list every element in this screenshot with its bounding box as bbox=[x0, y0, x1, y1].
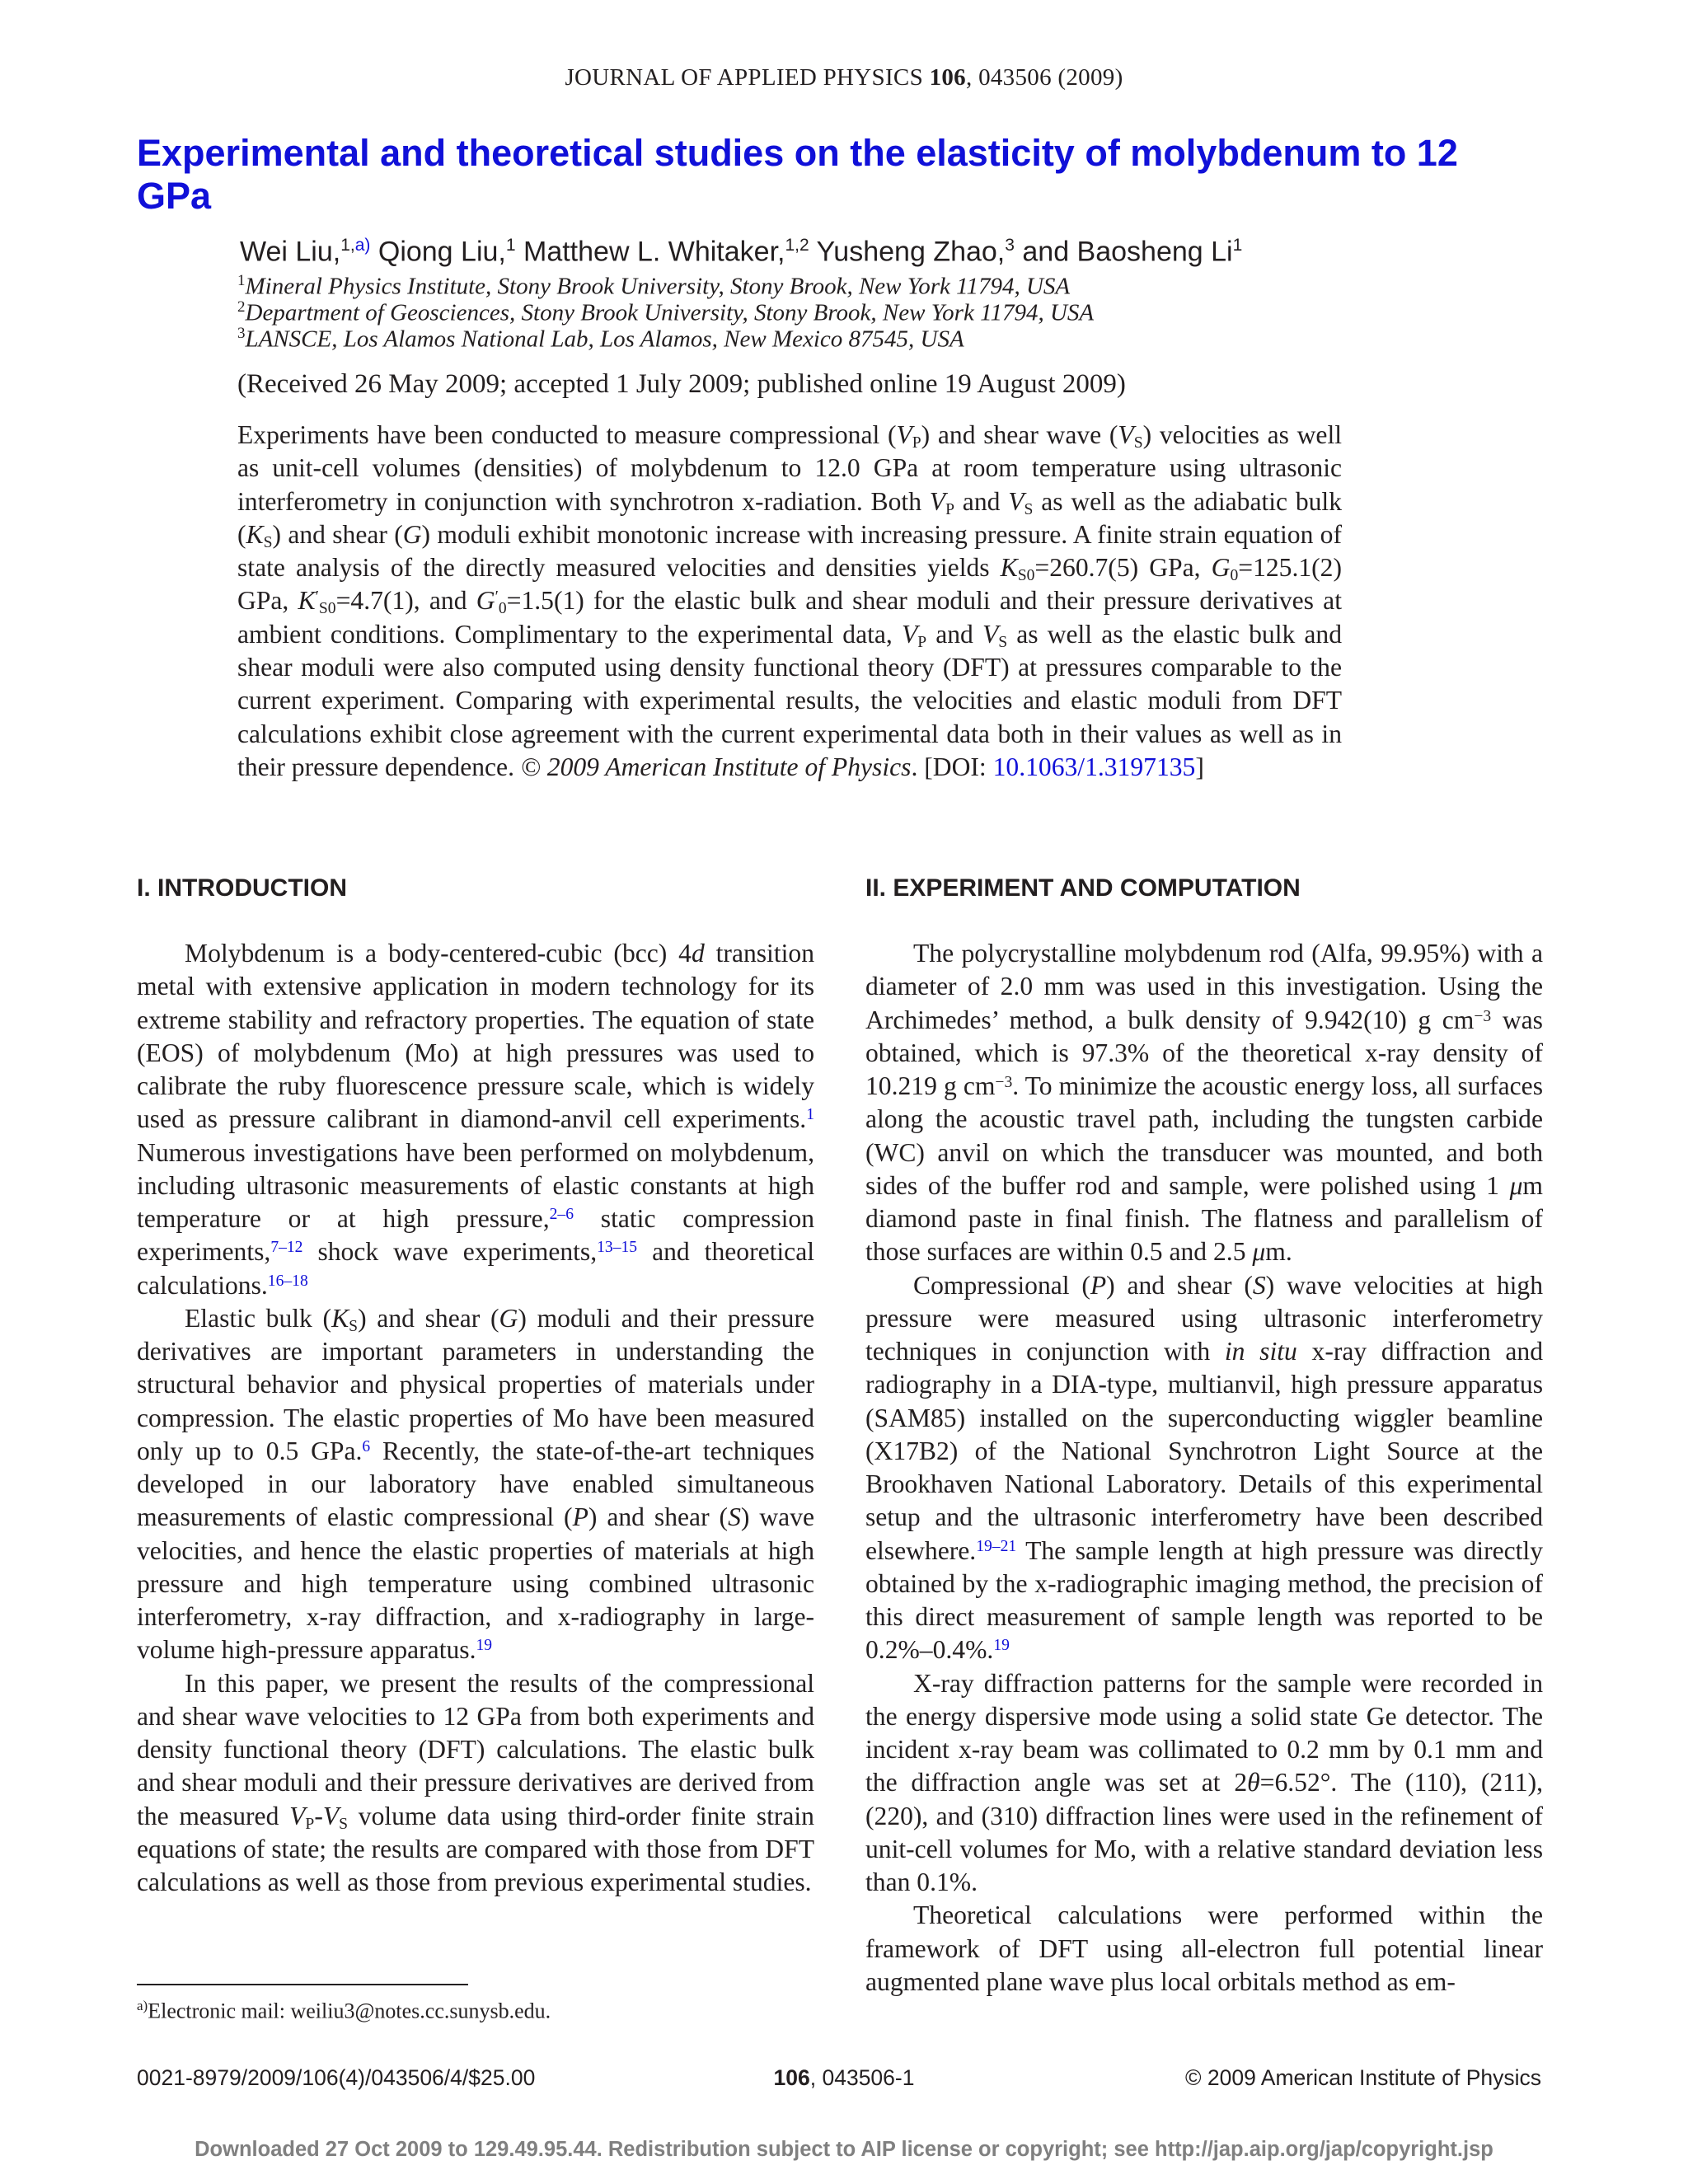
experiment-column bbox=[865, 937, 1543, 1999]
experiment-heading: II. EXPERIMENT AND COMPUTATION bbox=[865, 874, 1301, 902]
footer-page: 106, 043506-1 bbox=[773, 2065, 915, 2090]
author-name: Wei Liu, bbox=[240, 236, 341, 268]
citation-link[interactable]: 1 bbox=[806, 1106, 814, 1124]
paper-title: Experimental and theoretical studies on the elasticity of molybdenum to 12 GPa bbox=[137, 132, 1458, 217]
intro-paragraph-3: In this paper, we present the results of the compressional and shear wave velocities to 12 GPa from both experiments and density functional theory (DFT) calculations. The elastic bulk and shear moduli and their pressure derivatives are derived from the measured $V_P-V_S$ volume data using third-order finite strain equations of state; the results are compared with those from DFT calculations as well as those from previous experimental studies. bbox=[137, 1668, 814, 1896]
affil-num: 3 bbox=[237, 325, 246, 342]
experiment-paragraph-2: Compressional (P) and shear (S) wave velocities at high pressure were measured using ultrasonic interferometry techniques in conjunction with in situ x-ray diffraction and radiography in a DIA-type, multianvil, high pressure apparatus (SAM85) installed on the superconducting wiggler beamline (X17B2) of the National Synchrotron Light Source at the Brookhaven National Laboratory. Details of this experimental setup and the ultrasonic interferometry have been described elsewhere.$^{19-21}$ The sample length at high pressure was directly obtained by the x-radiographic imaging method, the precision of this direct measurement of sample length was reported to be 0.2%–0.4%.$^{19}$ bbox=[865, 1270, 1544, 1665]
citation-link[interactable]: 19 bbox=[476, 1637, 493, 1655]
journal-article: , 043506 (2009) bbox=[965, 64, 1123, 91]
citation-link[interactable]: 13–15 bbox=[597, 1239, 638, 1257]
intro-paragraph-1: Molybdenum is a body-centered-cubic (bcc) 4d transition metal with extensive application in modern technology for its extreme stability and refractory properties. The equation of state (EOS) of molybdenum (Mo) at high pressures was used to calibrate the ruby fluorescence pressure scale, which is widely used as pressure calibrant in diamond-anvil cell experiments.$^1$ Numerous investigations have been performed on molybdenum, including ultrasonic measurements of elastic constants at high temperature or at high pressure,$^{2-6}$ static compression experiments,$^{7-12}$ shock wave experiments,$^{13-15}$ and theoretical calculations.$^{16-18}$ bbox=[137, 939, 814, 1300]
copyright-notice: © 2009 American Institute of Physics bbox=[520, 752, 912, 781]
citation-link[interactable]: 2–6 bbox=[549, 1206, 574, 1224]
experiment-paragraph-1: The polycrystalline molybdenum rod (Alfa, 99.95%) with a diameter of 2.0 mm was used in this investigation. Using the Archimedes’ method, a bulk density of 9.942(10) g $cm^{-3}$ was obtained, which is 97.3% of the theoretical x-ray density of 10.219 g $cm^{-3}$. To minimize the acoustic energy loss, all surfaces along the acoustic travel path, including the tungsten carbide (WC) anvil on which the transducer was mounted, and both sides of the buffer rod and sample, were polished using 1 μm diamond paste in final finish. The flatness and parallelism of those surfaces are within 0.5 and 2.5 μm. bbox=[865, 939, 1543, 1267]
author-name: Yusheng Zhao, bbox=[809, 236, 1006, 268]
citation-link[interactable]: 6 bbox=[362, 1437, 371, 1455]
author-name: and Baosheng Li bbox=[1014, 236, 1233, 268]
citation-link[interactable]: 19 bbox=[993, 1637, 1010, 1655]
citation-link[interactable]: 7–12 bbox=[270, 1239, 303, 1257]
author-name: Qiong Liu, bbox=[370, 236, 506, 268]
journal-name: JOURNAL OF APPLIED PHYSICS bbox=[565, 64, 923, 91]
footnote bbox=[137, 1998, 551, 2024]
abstract: Experiments have been conducted to measure compressional $(V_P)$ and shear wave $(V_S)$ velocities as well as unit-cell volumes (densities) of molybdenum to 12.0 GPa at room temperature using ultrasonic interferometry in conjunction with synchrotron x-radiation. Both $V_P$ and $V_S$ as well as the adiabatic bulk $(K_S)$ and shear (G) moduli exhibit monotonic increase with increasing pressure. A finite strain equation of state analysis of the directly measured velocities and densities yields $K_{S0}=260.7(5)$ GPa, $G_0=125.1(2)$ GPa, $K'_{S0}=4.7(1)$, and $G'_0=1.5(1)$ for the elastic bulk and shear moduli and their pressure derivatives at ambient conditions. Complimentary to the experimental data, $V_P$ and $V_S$ as well as the elastic bulk and shear moduli were also computed using density functional theory (DFT) at pressures comparable to the current experiment. Comparing with experimental results, the velocities and elastic moduli from DFT calculations exhibit close agreement with the current experimental data both in their values as well as in their pressure dependence. © 2009 American Institute of Physics. [DOI: 10.1063/1.3197135] bbox=[237, 420, 1343, 781]
author-list bbox=[240, 236, 1242, 268]
experiment-paragraph-3: X-ray diffraction patterns for the sample were recorded in the energy dispersive mode using a solid state Ge detector. The incident x-ray beam was collimated to 0.2 mm by 0.1 mm and the diffraction angle was set at 2θ=6.52°. The (110), (211), (220), and (310) diffraction lines were used in the refinement of unit-cell volumes for Mo, with a relative standard deviation less than 0.1%. bbox=[865, 1668, 1543, 1896]
doi-link[interactable]: 10.1063/1.3197135 bbox=[992, 752, 1196, 781]
footnote-text: Electronic mail: weiliu3@notes.cc.sunysb.edu. bbox=[148, 1999, 551, 2023]
affil-text: Mineral Physics Institute, Stony Brook University, Stony Brook, New York 11794, USA bbox=[245, 273, 1071, 300]
footnote-rule bbox=[137, 1984, 468, 1985]
author-affil: 1, bbox=[340, 236, 355, 255]
affil-text: Department of Geosciences, Stony Brook University, Stony Brook, New York 11794, USA bbox=[245, 299, 1095, 326]
intro-heading: I. INTRODUCTION bbox=[137, 874, 347, 902]
affiliation-1 bbox=[237, 272, 1070, 301]
footer-issn: 0021-8979/2009/106(4)/043506/4/$25.00 bbox=[137, 2065, 536, 2090]
affiliation-2 bbox=[237, 298, 1094, 327]
journal-volume: 106 bbox=[929, 64, 966, 91]
experiment-paragraph-4: Theoretical calculations were performed within the framework of DFT using all-electron full potential linear augmented plane wave plus local orbitals method as em- bbox=[865, 1900, 1543, 1996]
affil-num: 1 bbox=[237, 272, 246, 289]
footnote-mark: a) bbox=[137, 1998, 148, 2013]
author-affil: 3 bbox=[1005, 236, 1015, 255]
affiliation-3 bbox=[237, 325, 964, 354]
running-header bbox=[0, 64, 1688, 91]
received-dates: (Received 26 May 2009; accepted 1 July 2009; published online 19 August 2009) bbox=[237, 369, 1126, 399]
affil-num: 2 bbox=[237, 298, 246, 316]
author-name: Matthew L. Whitaker, bbox=[515, 236, 785, 268]
author-affil: 1 bbox=[505, 236, 516, 255]
intro-paragraph-2: Elastic bulk $(K_S)$ and shear (G) moduli and their pressure derivatives are important parameters in understanding the structural behavior and physical properties of materials under compression. The elastic properties of Mo have been measured only up to 0.5 GPa.$^6$ Recently, the state-of-the-art techniques developed in our laboratory have enabled simultaneous measurements of elastic compressional (P) and shear (S) wave velocities, and hence the elastic properties of materials at high pressure and high temperature using combined ultrasonic interferometry, x-ray diffraction, and x-radiography in large-volume high-pressure apparatus.$^{19}$ bbox=[137, 1303, 815, 1665]
author-affil: 1 bbox=[1232, 236, 1243, 255]
citation-link[interactable]: 19–21 bbox=[976, 1537, 1017, 1555]
author-affil: 1,2 bbox=[785, 236, 809, 255]
citation-link[interactable]: 16–18 bbox=[267, 1272, 308, 1290]
affil-text: LANSCE, Los Alamos National Lab, Los Alamos, New Mexico 87545, USA bbox=[245, 326, 964, 353]
download-notice: Downloaded 27 Oct 2009 to 129.49.95.44. Redistribution subject to AIP license or copyright; see http://jap.aip.org/jap/copyright.jsp bbox=[195, 2138, 1493, 2161]
intro-column bbox=[137, 937, 814, 1899]
footer-copyright: © 2009 American Institute of Physics bbox=[1185, 2065, 1541, 2090]
footnote-link[interactable]: a) bbox=[354, 236, 371, 255]
